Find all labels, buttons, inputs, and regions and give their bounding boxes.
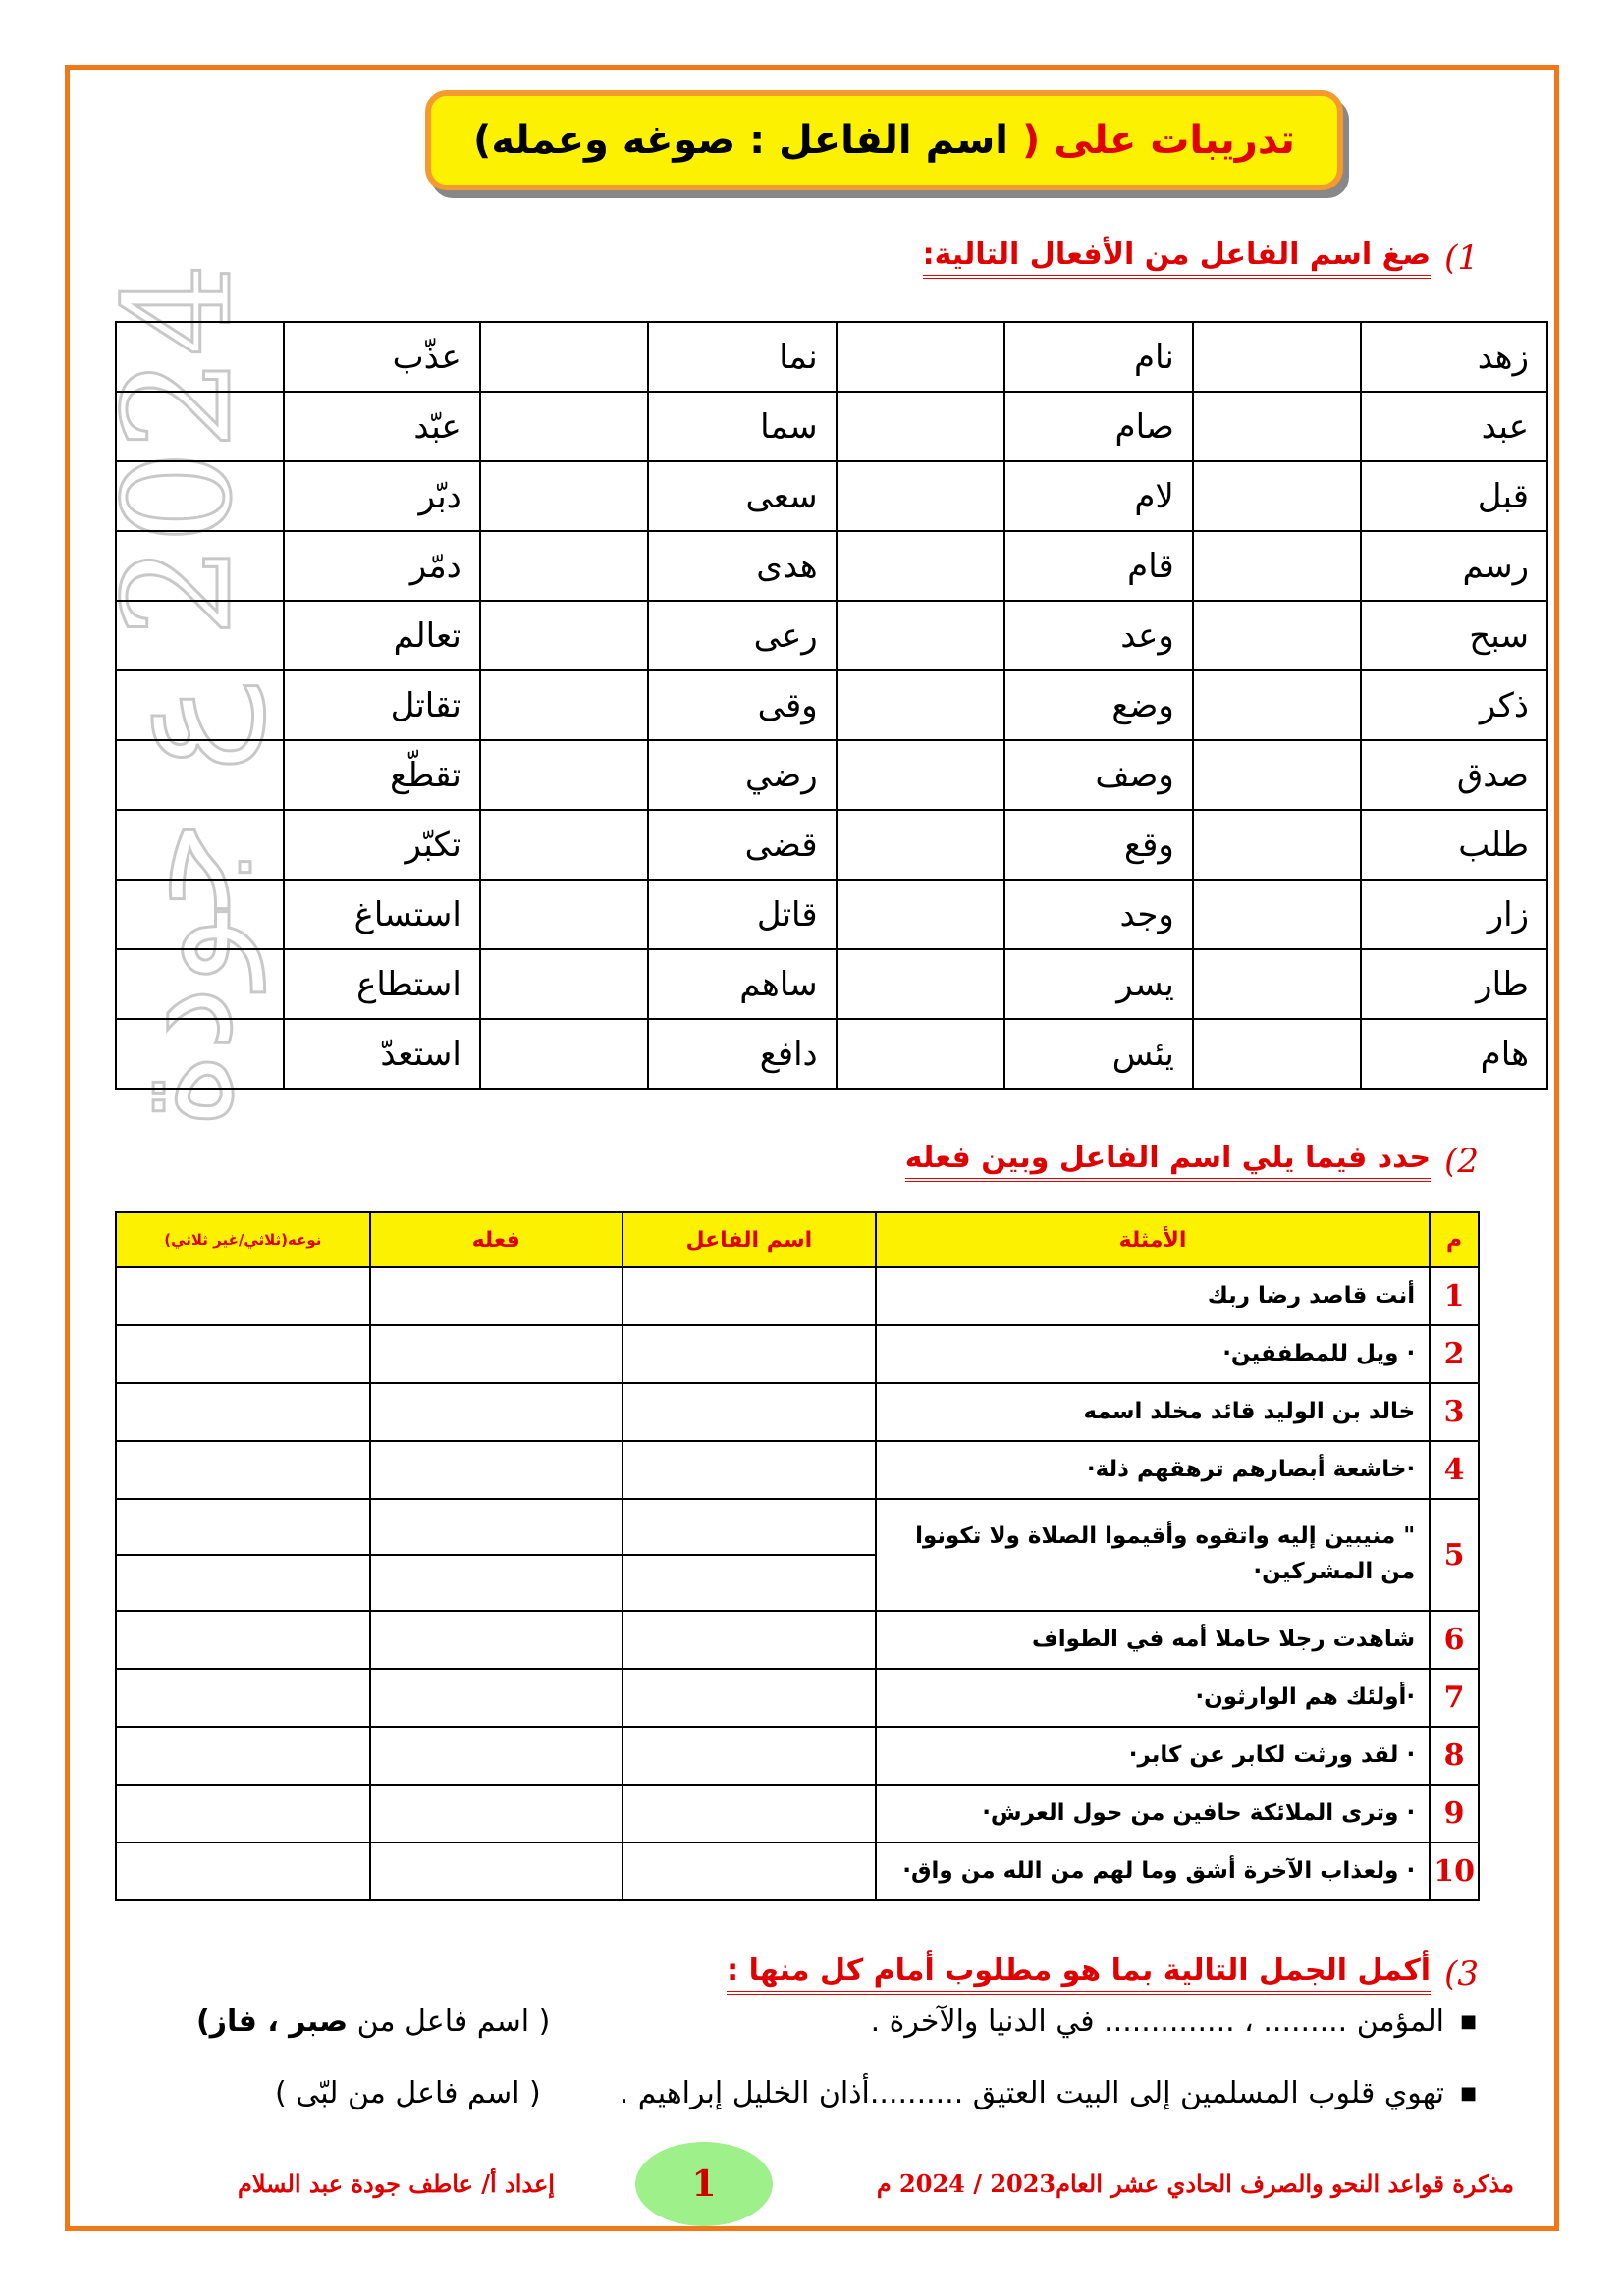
verb-cell: رسم: [1361, 531, 1547, 601]
answer-cell[interactable]: [116, 392, 284, 461]
answer-cell[interactable]: [116, 949, 284, 1019]
verb-cell: وجد: [1004, 880, 1193, 949]
answer-cell[interactable]: [116, 461, 284, 531]
example-text: أنت قاصد رضا ربك: [876, 1267, 1430, 1325]
example-number: 1: [1430, 1267, 1479, 1325]
example-text: " منيبين إليه واتقوه وأقيموا الصلاة ولا تكونوا من المشركين·: [876, 1499, 1430, 1611]
example-text: · لقد ورثت لكابر عن كابر·: [876, 1727, 1430, 1785]
verb-cell: رعى: [648, 601, 837, 670]
q1-number: 1): [1444, 239, 1479, 278]
verbs-row: [116, 601, 1547, 670]
verbs-row: [116, 322, 1547, 392]
type-answer[interactable]: [116, 1669, 370, 1727]
example-row: [116, 1727, 1479, 1785]
fi3l-answer[interactable]: [370, 1842, 623, 1900]
type-answer[interactable]: [116, 1727, 370, 1785]
header-examples: الأمثلة: [876, 1212, 1430, 1267]
verbs-row: [116, 392, 1547, 461]
q3-number: 3): [1444, 1954, 1479, 1994]
verb-cell: استطاع: [284, 949, 480, 1019]
verb-cell: زهد: [1361, 322, 1547, 392]
verbs-row: [116, 461, 1547, 531]
header-type: نوعه(ثلاثي/غير ثلاثي): [116, 1212, 370, 1267]
example-row: [116, 1441, 1479, 1499]
footer-course: مذكرة قواعد النحو والصرف الحادي عشر العام2023 / 2024 م: [876, 2169, 1514, 2198]
q3-heading: [727, 1953, 1479, 1995]
page-number: 1: [635, 2142, 773, 2226]
verbs-row: [116, 1019, 1547, 1089]
answer-cell[interactable]: [116, 322, 284, 392]
answer-cell[interactable]: [116, 601, 284, 670]
answer-cell[interactable]: [837, 740, 1004, 810]
type-answer[interactable]: [116, 1267, 370, 1325]
answer-cell[interactable]: [1193, 880, 1361, 949]
example-row: [116, 1842, 1479, 1900]
example-number: 3: [1430, 1383, 1479, 1441]
answer-cell[interactable]: [837, 461, 1004, 531]
answer-cell[interactable]: [1193, 740, 1361, 810]
verbs-row: [116, 531, 1547, 601]
q3-hint-1-bold: صبر ، فاز): [196, 2004, 349, 2039]
q3-sentence-1: [871, 2004, 1477, 2039]
verb-cell: تقطّع: [284, 740, 480, 810]
verb-cell: سعى: [648, 461, 837, 531]
fi3l-answer[interactable]: [370, 1727, 623, 1785]
footer-author: إعداد أ/ عاطف جودة عبد السلام: [238, 2169, 555, 2198]
verb-cell: قضى: [648, 810, 837, 880]
example-number: 2: [1430, 1325, 1479, 1383]
verb-cell: تقاتل: [284, 670, 480, 740]
example-text: · ويل للمطففين·: [876, 1325, 1430, 1383]
type-answer[interactable]: [116, 1325, 370, 1383]
answer-cell[interactable]: [116, 1019, 284, 1089]
answer-cell[interactable]: [480, 880, 648, 949]
verb-cell: هام: [1361, 1019, 1547, 1089]
q3-line-1: المؤمن ......... ، .............. في الدنيا والآخرة .: [870, 2004, 1444, 2039]
examples-table: [115, 1211, 1480, 1901]
answer-cell[interactable]: [837, 601, 1004, 670]
title-part2: اسم الفاعل: [779, 118, 1008, 163]
answer-cell[interactable]: [1193, 810, 1361, 880]
answer-cell[interactable]: [1193, 322, 1361, 392]
verb-cell: يئس: [1004, 1019, 1193, 1089]
answer-cell[interactable]: [1193, 392, 1361, 461]
verb-cell: دبّر: [284, 461, 480, 531]
answer-cell[interactable]: [116, 740, 284, 810]
type-answer[interactable]: [116, 1785, 370, 1842]
fi3l-answer[interactable]: [370, 1441, 623, 1499]
verb-cell: سما: [648, 392, 837, 461]
verb-cell: وعد: [1004, 601, 1193, 670]
fa3il-answer[interactable]: [623, 1669, 876, 1727]
type-answer[interactable]: [116, 1611, 370, 1669]
bullet-icon: ■: [1459, 2011, 1477, 2032]
fi3l-answer[interactable]: [370, 1499, 623, 1611]
fi3l-answer[interactable]: [370, 1267, 623, 1325]
answer-cell[interactable]: [1193, 949, 1361, 1019]
verbs-row: [116, 810, 1547, 880]
answer-cell[interactable]: [1193, 1019, 1361, 1089]
answer-cell[interactable]: [480, 601, 648, 670]
example-text: خالد بن الوليد قائد مخلد اسمه: [876, 1383, 1430, 1441]
fi3l-answer[interactable]: [370, 1325, 623, 1383]
q3-line-2: تهوي قلوب المسلمين إلى البيت العتيق ..........أذان الخليل إبراهيم .: [619, 2076, 1444, 2110]
type-answer[interactable]: [116, 1499, 370, 1611]
type-answer[interactable]: [116, 1842, 370, 1900]
example-text: شاهدت رجلا حاملا أمه في الطواف: [876, 1611, 1430, 1669]
answer-cell[interactable]: [1193, 531, 1361, 601]
answer-cell[interactable]: [116, 810, 284, 880]
fa3il-answer[interactable]: [623, 1785, 876, 1842]
example-number: 7: [1430, 1669, 1479, 1727]
q3-text: أكمل الجمل التالية بما هو مطلوب أمام كل منها :: [727, 1953, 1431, 1995]
answer-cell[interactable]: [837, 322, 1004, 392]
fa3il-answer[interactable]: [623, 1441, 876, 1499]
answer-cell[interactable]: [480, 740, 648, 810]
verb-cell: وقع: [1004, 810, 1193, 880]
verb-cell: وصف: [1004, 740, 1193, 810]
example-number: 6: [1430, 1611, 1479, 1669]
answer-cell[interactable]: [837, 810, 1004, 880]
fi3l-answer[interactable]: [370, 1785, 623, 1842]
example-row: [116, 1325, 1479, 1383]
example-number: 4: [1430, 1441, 1479, 1499]
verb-cell: وضع: [1004, 670, 1193, 740]
verb-cell: سبح: [1361, 601, 1547, 670]
verb-cell: يسر: [1004, 949, 1193, 1019]
verb-cell: قام: [1004, 531, 1193, 601]
fa3il-answer[interactable]: [623, 1325, 876, 1383]
answer-cell[interactable]: [480, 322, 648, 392]
q2-heading: [905, 1141, 1479, 1182]
answer-cell[interactable]: [116, 880, 284, 949]
verb-cell: تعالم: [284, 601, 480, 670]
header-m: م: [1430, 1212, 1479, 1267]
fa3il-answer[interactable]: [623, 1611, 876, 1669]
title-banner: [425, 90, 1343, 190]
fa3il-answer[interactable]: [623, 1842, 876, 1900]
answer-cell[interactable]: [480, 392, 648, 461]
answer-cell[interactable]: [480, 1019, 648, 1089]
verb-cell: صام: [1004, 392, 1193, 461]
verbs-row: [116, 670, 1547, 740]
answer-cell[interactable]: [837, 392, 1004, 461]
example-row: [116, 1611, 1479, 1669]
fi3l-answer[interactable]: [370, 1383, 623, 1441]
verb-cell: تكبّر: [284, 810, 480, 880]
answer-cell[interactable]: [837, 1019, 1004, 1089]
q1-heading: [923, 238, 1479, 279]
example-number: 9: [1430, 1785, 1479, 1842]
verb-cell: طلب: [1361, 810, 1547, 880]
verb-cell: دمّر: [284, 531, 480, 601]
verb-cell: استعدّ: [284, 1019, 480, 1089]
answer-cell[interactable]: [837, 880, 1004, 949]
type-answer[interactable]: [116, 1383, 370, 1441]
q3-sentence-2: [620, 2076, 1477, 2110]
verb-cell: قاتل: [648, 880, 837, 949]
verb-cell: نام: [1004, 322, 1193, 392]
verb-cell: هدى: [648, 531, 837, 601]
verb-cell: رضي: [648, 740, 837, 810]
verb-cell: عذّب: [284, 322, 480, 392]
q3-hint-2: ( اسم فاعل من لبّى ): [275, 2076, 541, 2110]
verb-cell: قبل: [1361, 461, 1547, 531]
fa3il-answer[interactable]: [623, 1383, 876, 1441]
verb-cell: عبّد: [284, 392, 480, 461]
fi3l-answer[interactable]: [370, 1611, 623, 1669]
example-row: [116, 1383, 1479, 1441]
example-number: 10: [1430, 1842, 1479, 1900]
verb-cell: ذكر: [1361, 670, 1547, 740]
example-number: 8: [1430, 1727, 1479, 1785]
verbs-row: [116, 949, 1547, 1019]
fa3il-answer[interactable]: [623, 1499, 876, 1611]
answer-cell[interactable]: [480, 461, 648, 531]
verb-cell: عبد: [1361, 392, 1547, 461]
example-row: [116, 1267, 1479, 1325]
answer-cell[interactable]: [837, 670, 1004, 740]
example-row: [116, 1669, 1479, 1727]
fa3il-answer[interactable]: [623, 1267, 876, 1325]
answer-cell[interactable]: [480, 670, 648, 740]
fi3l-answer[interactable]: [370, 1669, 623, 1727]
answer-cell[interactable]: [837, 531, 1004, 601]
fa3il-answer[interactable]: [623, 1727, 876, 1785]
header-fi3l: فعله: [370, 1212, 623, 1267]
answer-cell[interactable]: [480, 531, 648, 601]
verbs-table: [115, 321, 1548, 1090]
verb-cell: طار: [1361, 949, 1547, 1019]
q2-number: 2): [1444, 1142, 1479, 1181]
answer-cell[interactable]: [116, 531, 284, 601]
example-text: ·أولئك هم الوارثون·: [876, 1669, 1430, 1727]
verb-cell: دافع: [648, 1019, 837, 1089]
example-row: [116, 1785, 1479, 1842]
verbs-row: [116, 740, 1547, 810]
answer-cell[interactable]: [1193, 461, 1361, 531]
example-text: · وترى الملائكة حافين من حول العرش·: [876, 1785, 1430, 1842]
answer-cell[interactable]: [480, 949, 648, 1019]
q3-hint-1-prefix: ( اسم فاعل من: [356, 2004, 551, 2039]
header-fa3il: اسم الفاعل: [623, 1212, 876, 1267]
verb-cell: وقى: [648, 670, 837, 740]
q2-text: حدد فيما يلي اسم الفاعل وبين فعله: [905, 1141, 1431, 1182]
verb-cell: زار: [1361, 880, 1547, 949]
answer-cell[interactable]: [116, 670, 284, 740]
example-text: · ولعذاب الآخرة أشق وما لهم من الله من واق·: [876, 1842, 1430, 1900]
title-part3: : صوغه وعمله): [473, 118, 766, 163]
title-part1: تدريبات على (: [1021, 118, 1295, 163]
answer-cell[interactable]: [1193, 670, 1361, 740]
q3-hint-1: [196, 2004, 550, 2039]
watermark: 2024 ع جودة: [93, 262, 264, 1129]
example-number: 5: [1430, 1499, 1479, 1611]
bullet-icon: ■: [1459, 2083, 1477, 2104]
verb-cell: نما: [648, 322, 837, 392]
verb-cell: ساهم: [648, 949, 837, 1019]
type-answer[interactable]: [116, 1441, 370, 1499]
q1-text: صغ اسم الفاعل من الأفعال التالية:: [923, 238, 1432, 279]
example-text: ·خاشعة أبصارهم ترهقهم ذلة·: [876, 1441, 1430, 1499]
verb-cell: استساغ: [284, 880, 480, 949]
answer-cell[interactable]: [1193, 601, 1361, 670]
verbs-row: [116, 880, 1547, 949]
example-row: [116, 1499, 1479, 1611]
answer-cell[interactable]: [480, 810, 648, 880]
verb-cell: صدق: [1361, 740, 1547, 810]
verb-cell: لام: [1004, 461, 1193, 531]
answer-cell[interactable]: [837, 949, 1004, 1019]
